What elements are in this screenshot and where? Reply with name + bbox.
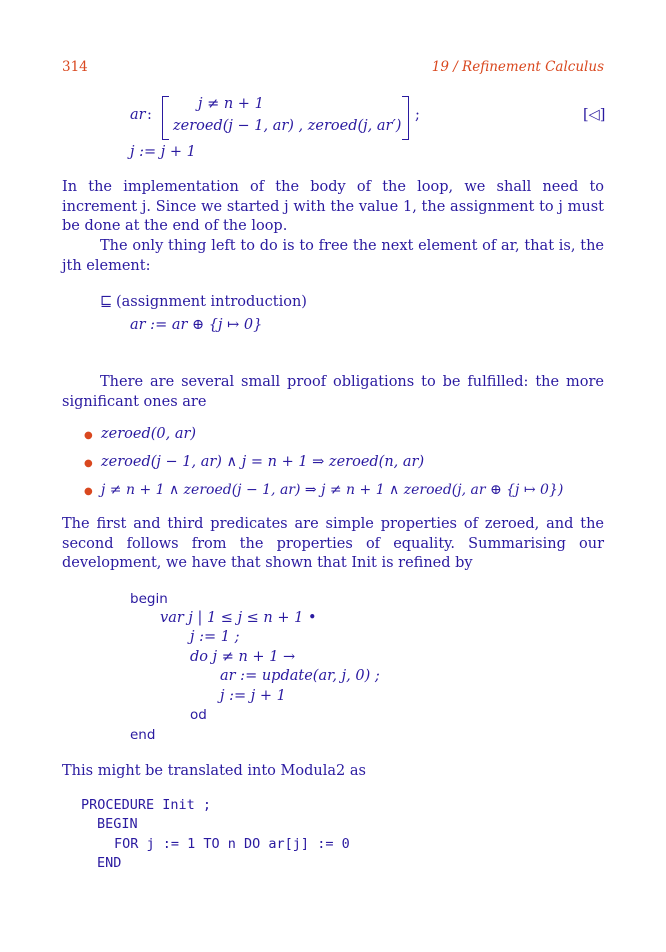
paragraph-increment: In the implementation of the body of the loop, we shall need to increment j. Since we started j with the value 1, the assignment to j must be done at the end of the loop. — [62, 179, 604, 234]
refines-symbol: ⊑ — [100, 294, 113, 310]
obligation-item: zeroed(0, ar) — [101, 426, 197, 442]
bullet-marker: ● — [84, 458, 93, 469]
program-var-decl: var j | 1 ≤ j ≤ n + 1 • — [160, 610, 317, 626]
spec-postcondition: zeroed(j − 1, ar) , zeroed(j, ar′) — [173, 118, 402, 134]
modula-line: END — [97, 855, 122, 871]
left-bracket — [162, 96, 169, 140]
obligation-item: zeroed(j − 1, ar) ∧ j = n + 1 ⇒ zeroed(n, ar) — [101, 454, 425, 470]
bullet-marker: ● — [84, 430, 93, 441]
modula-line: BEGIN — [97, 816, 138, 832]
program-begin: begin — [130, 591, 168, 607]
program-end: end — [130, 727, 156, 743]
spec-colon: : — [147, 107, 152, 123]
program-od: od — [190, 707, 207, 723]
chapter-title: 19 / Refinement Calculus — [431, 59, 604, 75]
program-do-guard: do j ≠ n + 1 → — [190, 649, 296, 665]
spec-tag: [◁] — [583, 107, 606, 123]
spec-semicolon: ; — [415, 107, 420, 123]
paragraph-obligations: There are several small proof obligations to be fulfilled: the more significant ones are — [62, 374, 604, 410]
spec-assignment: j := j + 1 — [130, 144, 196, 160]
obligation-item: j ≠ n + 1 ∧ zeroed(j − 1, ar) ⇒ j ≠ n + 1 ∧ zeroed(j, ar ⊕ {j ↦ 0}) — [101, 482, 564, 498]
spec-var: ar — [130, 107, 146, 123]
program-init: j := 1 ; — [190, 629, 240, 645]
paragraph-modula: This might be translated into Modula2 as — [62, 763, 366, 779]
refinement-statement: ar := ar ⊕ {j ↦ 0} — [130, 317, 263, 333]
modula-line: FOR j := 1 TO n DO ar[j] := 0 — [114, 836, 350, 852]
paragraph-free-element: The only thing left to do is to free the next element of ar, that is, the jth element: — [62, 238, 604, 274]
spec-precondition: j ≠ n + 1 — [198, 96, 264, 112]
program-increment: j := j + 1 — [220, 688, 286, 704]
modula-line: PROCEDURE Init ; — [81, 797, 212, 813]
page-number: 314 — [62, 59, 88, 75]
paragraph-summary: The first and third predicates are simple properties of zeroed, and the second follows from the properties of equality. Summarising our development, we have that shown that Init is refined by — [62, 516, 604, 571]
bullet-marker: ● — [84, 486, 93, 497]
right-bracket — [402, 96, 409, 140]
refinement-law-label: (assignment introduction) — [116, 294, 307, 310]
program-update: ar := update(ar, j, 0) ; — [220, 668, 380, 684]
